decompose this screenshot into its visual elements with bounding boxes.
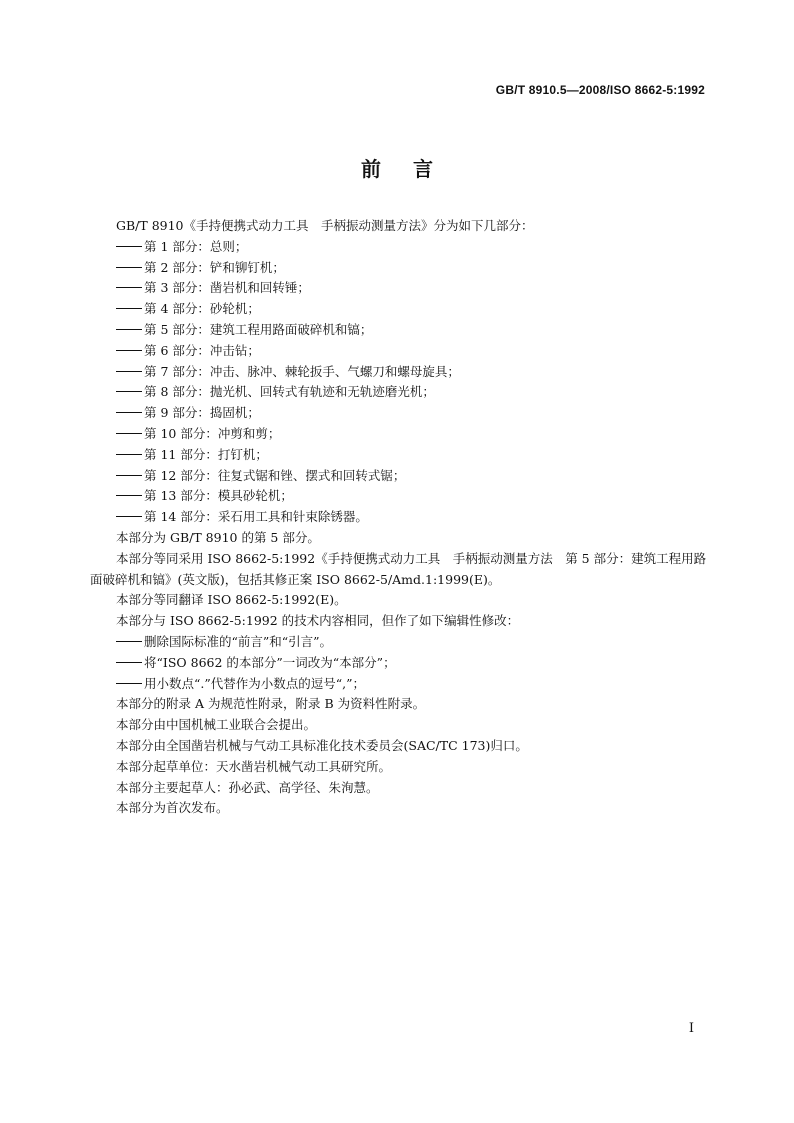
page-title: 前言 <box>361 157 465 181</box>
adoption-paragraph: 本部分等同采用 ISO 8662-5:1992《手持便携式动力工具 手柄振动测量方法 第 5 部分：建筑工程用路面破碎机和镐》(英文版)，包括其修正案 ISO 8662-5/Amd.1:1999(E)。 <box>90 550 707 587</box>
list-item: 第 13 部分：模具砂轮机； <box>90 486 707 507</box>
first-release-paragraph: 本部分为首次发布。 <box>116 800 229 816</box>
list-item: 删除国际标准的“前言”和“引言”。 <box>90 632 707 653</box>
list-item: 第 9 部分：捣固机； <box>90 403 707 424</box>
document-body <box>90 216 707 819</box>
list-item: 第 4 部分：砂轮机； <box>90 299 707 320</box>
list-item: 第 14 部分：采石用工具和针束除锈器。 <box>90 507 707 528</box>
parts-list <box>90 237 707 528</box>
annex-paragraph: 本部分的附录 A 为规范性附录，附录 B 为资料性附录。 <box>116 696 426 712</box>
drafting-unit-paragraph: 本部分起草单位：天水凿岩机械气动工具研究所。 <box>116 758 392 774</box>
drafters-paragraph: 本部分主要起草人：孙必武、高学径、朱洵慧。 <box>116 779 379 795</box>
list-item: 第 3 部分：凿岩机和回转锤； <box>90 278 707 299</box>
proposed-paragraph: 本部分由中国机械工业联合会提出。 <box>116 717 317 733</box>
committee-paragraph: 本部分由全国凿岩机械与气动工具标准化技术委员会(SAC/TC 173)归口。 <box>116 737 528 753</box>
translation-paragraph: 本部分等同翻译 ISO 8662-5:1992(E)。 <box>116 592 347 608</box>
list-item: 用小数点“.”代替作为小数点的逗号“,”； <box>90 674 707 695</box>
modification-paragraph: 本部分与 ISO 8662-5:1992 的技术内容相同，但作了如下编辑性修改： <box>116 613 520 629</box>
list-item: 第 8 部分：抛光机、回转式有轨迹和无轨迹磨光机； <box>90 382 707 403</box>
list-item: 第 11 部分：打钉机； <box>90 445 707 466</box>
list-item: 第 2 部分：铲和铆钉机； <box>90 258 707 279</box>
list-item: 第 6 部分：冲击钻； <box>90 341 707 362</box>
list-item: 第 5 部分：建筑工程用路面破碎机和镐； <box>90 320 707 341</box>
part5-paragraph: 本部分为 GB/T 8910 的第 5 部分。 <box>116 529 320 545</box>
edits-list <box>90 632 707 694</box>
page-number: I <box>688 1021 694 1036</box>
list-item: 第 10 部分：冲剪和剪； <box>90 424 707 445</box>
standard-header: GB/T 8910.5—2008/ISO 8662-5:1992 <box>495 83 705 97</box>
list-item: 第 7 部分：冲击、脉冲、棘轮扳手、气螺刀和螺母旋具； <box>90 362 707 383</box>
intro-paragraph: GB/T 8910《手持便携式动力工具 手柄振动测量方法》分为如下几部分： <box>116 218 534 233</box>
list-item: 第 12 部分：往复式锯和锉、摆式和回转式锯； <box>90 466 707 487</box>
list-item: 将“ISO 8662 的本部分”一词改为“本部分”； <box>90 653 707 674</box>
list-item: 第 1 部分：总则； <box>90 237 707 258</box>
